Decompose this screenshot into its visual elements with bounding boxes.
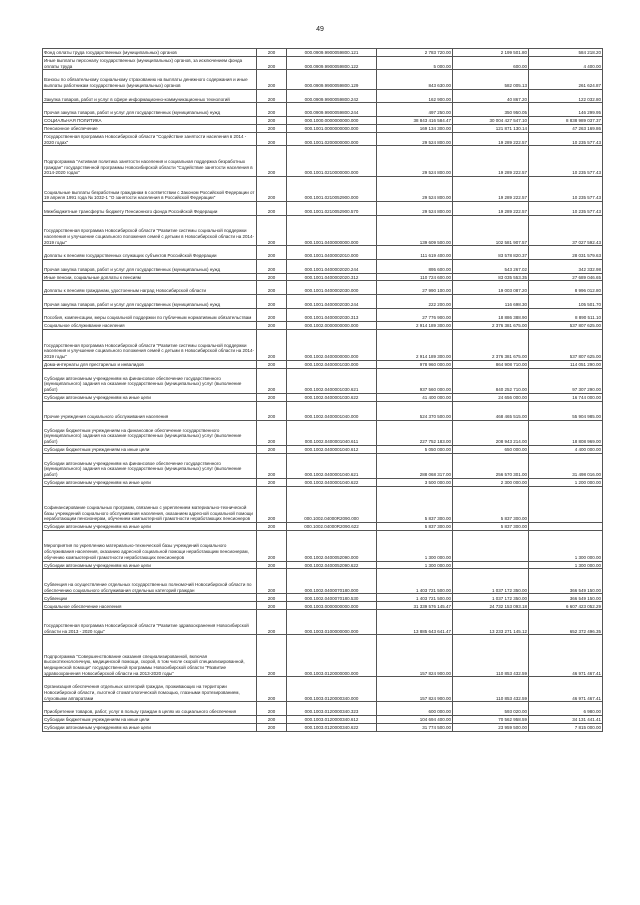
row-code-cell: 000.1001.0400002030.000 bbox=[287, 281, 377, 295]
row-name-cell: Субсидии бюджетным учреждениям на иные цели bbox=[43, 445, 257, 453]
table-row bbox=[43, 215, 603, 246]
row-executed-cell bbox=[453, 530, 529, 561]
row-approved-cell: 1 403 721 500.00 bbox=[377, 594, 453, 602]
row-remaining-cell: 46 971 467.41 bbox=[529, 677, 603, 702]
row-section-cell: 200 bbox=[257, 715, 287, 723]
row-remaining-cell: 1 300 000.00 bbox=[529, 561, 603, 569]
table-row bbox=[43, 116, 603, 124]
row-name-cell: Субсидии автономным учреждениям на иные цели bbox=[43, 523, 257, 531]
row-section-cell: 200 bbox=[257, 393, 287, 401]
row-section-cell: 200 bbox=[257, 635, 287, 677]
row-remaining-cell: 10 235 577.43 bbox=[529, 177, 603, 202]
row-executed-cell: 864 908 710.00 bbox=[453, 360, 529, 368]
row-section-cell: 200 bbox=[257, 322, 287, 330]
row-approved-cell: 895 600.00 bbox=[377, 259, 453, 273]
row-remaining-cell: 55 904 985.00 bbox=[529, 401, 603, 420]
row-name-cell: Доплаты к пенсиям государственных служащих субъектов Российской Федерации bbox=[43, 246, 257, 260]
row-name-cell: Субсидии автономным учреждениям на иные цели bbox=[43, 478, 257, 486]
row-code-cell: 000.0909.9900059800.244 bbox=[287, 103, 377, 117]
row-name-cell: Софинансирование социальных программ, связанных с укреплением материально-технической базы учреждений социального обслуживания населения, оказанием адресной социальной помощи неработающим пенсионерам, обучением компьютерной грамотности неработающих пенсионеров bbox=[43, 486, 257, 522]
row-executed-cell: 1 037 172 350.00 bbox=[453, 569, 529, 594]
row-name-cell: Социальные выплаты безработным гражданам в соответствии с Законом Российской Федерации от 19 апреля 1991 года № 1032-1 "О занятости населения в Российской Федерации" bbox=[43, 177, 257, 202]
row-code-cell: 000.1002.0000000000.000 bbox=[287, 322, 377, 330]
table-row bbox=[43, 530, 603, 561]
row-name-cell: Доплаты к пенсиям гражданам, удостоенным наград Новосибирской области bbox=[43, 281, 257, 295]
row-remaining-cell: 342 332.98 bbox=[529, 259, 603, 273]
row-code-cell: 000.1003.0120000340.323 bbox=[287, 702, 377, 716]
row-section-cell: 200 bbox=[257, 294, 287, 308]
row-section-cell: 200 bbox=[257, 70, 287, 89]
row-section-cell: 200 bbox=[257, 478, 287, 486]
table-row bbox=[43, 486, 603, 522]
row-approved-cell: 104 694 400.00 bbox=[377, 715, 453, 723]
row-approved-cell: 497 250.00 bbox=[377, 103, 453, 117]
row-name-cell: Субсидии автономным учреждениям на иные цели bbox=[43, 723, 257, 731]
row-name-cell: Социальное обеспечение населения bbox=[43, 602, 257, 610]
row-name-cell: Государственная программа Новосибирской области "Содействие занятости населения в 2014 - 2020 годах" bbox=[43, 132, 257, 146]
row-code-cell: 000.1003.0120000340.000 bbox=[287, 677, 377, 702]
table-row bbox=[43, 308, 603, 322]
row-approved-cell: 162 900.00 bbox=[377, 89, 453, 103]
row-name-cell: Субсидии автономным учреждениям на финансовое обеспечение государственного (муниципального) задания на оказание государственных (муниципальных) услуг (выполнение работ) bbox=[43, 368, 257, 393]
row-approved-cell: 27 990 100.00 bbox=[377, 281, 453, 295]
row-executed-cell: 24 732 153 093.18 bbox=[453, 602, 529, 610]
row-remaining-cell: 652 372 496.35 bbox=[529, 610, 603, 635]
table-row bbox=[43, 478, 603, 486]
row-name-cell: Субсидии бюджетным учреждениям на иные цели bbox=[43, 715, 257, 723]
row-code-cell: 000.1003.0000000000.000 bbox=[287, 602, 377, 610]
row-code-cell: 000.1003.0120000340.622 bbox=[287, 723, 377, 731]
row-section-cell: 200 bbox=[257, 273, 287, 281]
table-row bbox=[43, 393, 603, 401]
row-approved-cell: 157 824 900.00 bbox=[377, 677, 453, 702]
table-row bbox=[43, 103, 603, 117]
row-name-cell: Прочие учреждения социального обслуживания населения bbox=[43, 401, 257, 420]
row-approved-cell: 1 300 000.00 bbox=[377, 530, 453, 561]
row-approved-cell: 157 824 900.00 bbox=[377, 635, 453, 677]
row-remaining-cell: 4 400 000.00 bbox=[529, 445, 603, 453]
table-row bbox=[43, 445, 603, 453]
row-section-cell: 200 bbox=[257, 420, 287, 445]
row-remaining-cell: 31 498 016.00 bbox=[529, 453, 603, 478]
row-name-cell: Субсидии автономным учреждениям на иные цели bbox=[43, 561, 257, 569]
row-name-cell: Приобретение товаров, работ, услуг в пользу граждан в целях их социального обеспечения bbox=[43, 702, 257, 716]
row-code-cell: 000.1001.0400002030.313 bbox=[287, 308, 377, 322]
table-row bbox=[43, 561, 603, 569]
row-section-cell: 200 bbox=[257, 594, 287, 602]
table-row bbox=[43, 146, 603, 177]
table-row bbox=[43, 420, 603, 445]
row-code-cell: 000.1001.0400002030.244 bbox=[287, 294, 377, 308]
row-executed-cell: 19 289 222.57 bbox=[453, 146, 529, 177]
row-remaining-cell: 122 032.80 bbox=[529, 89, 603, 103]
row-approved-cell: 41 400 000.00 bbox=[377, 393, 453, 401]
table-row bbox=[43, 723, 603, 731]
row-section-cell: 200 bbox=[257, 308, 287, 322]
row-remaining-cell: 47 263 169.86 bbox=[529, 124, 603, 132]
row-code-cell: 000.1003.0100000000.000 bbox=[287, 610, 377, 635]
row-remaining-cell: 1 300 000.00 bbox=[529, 530, 603, 561]
row-approved-cell: 1 300 000.00 bbox=[377, 561, 453, 569]
row-approved-cell: 139 609 500.00 bbox=[377, 215, 453, 246]
row-section-cell: 200 bbox=[257, 49, 287, 57]
row-name-cell: СОЦИАЛЬНАЯ ПОЛИТИКА bbox=[43, 116, 257, 124]
row-name-cell: Государственная программа Новосибирской области "Развитие системы социальной поддержки населения и улучшение социального положения семей с детьми в Новосибирской области на 2014-2019 годы" bbox=[43, 215, 257, 246]
row-remaining-cell: 1 200 000.00 bbox=[529, 478, 603, 486]
table-row bbox=[43, 677, 603, 702]
row-executed-cell: 5 837 300.00 bbox=[453, 523, 529, 531]
row-remaining-cell: 10 235 577.43 bbox=[529, 132, 603, 146]
row-approved-cell: 2 783 720.00 bbox=[377, 49, 453, 57]
row-executed-cell: 2 376 381 675.00 bbox=[453, 322, 529, 330]
row-approved-cell: 222 200.00 bbox=[377, 294, 453, 308]
row-section-cell: 200 bbox=[257, 103, 287, 117]
row-code-cell: 000.0909.9900059800.129 bbox=[287, 70, 377, 89]
row-code-cell: 000.1003.0120000000.000 bbox=[287, 635, 377, 677]
row-name-cell: Межбюджетные трансферты бюджету Пенсионного фонда Российской Федерации bbox=[43, 202, 257, 216]
row-name-cell: Мероприятия по укреплению материально-технической базы учреждений социального обслуживания населения, оказанию адресной социальной помощи неработающим пенсионерам, обучению компьютерной грамотности неработающих пенсионеров bbox=[43, 530, 257, 561]
row-code-cell: 000.1002.0400070180.530 bbox=[287, 594, 377, 602]
row-approved-cell: 2 914 189 300.00 bbox=[377, 322, 453, 330]
row-remaining-cell: 97 307 290.00 bbox=[529, 368, 603, 393]
row-remaining-cell: 146 299.95 bbox=[529, 103, 603, 117]
row-section-cell: 200 bbox=[257, 281, 287, 295]
row-approved-cell: 29 524 800.00 bbox=[377, 132, 453, 146]
row-remaining-cell: 27 689 046.65 bbox=[529, 273, 603, 281]
row-remaining-cell: 584 218.20 bbox=[529, 49, 603, 57]
row-section-cell: 200 bbox=[257, 116, 287, 124]
row-approved-cell: 288 068 317.00 bbox=[377, 453, 453, 478]
row-code-cell: 000.1002.04000R2090.000 bbox=[287, 486, 377, 522]
row-name-cell: Иные выплаты персоналу государственных (муниципальных) органов, за исключением фонда оплаты труда bbox=[43, 56, 257, 70]
table-row bbox=[43, 702, 603, 716]
row-executed-cell: 121 871 130.14 bbox=[453, 124, 529, 132]
row-name-cell: Пенсионное обеспечение bbox=[43, 124, 257, 132]
table-row bbox=[43, 360, 603, 368]
row-name-cell: Подпрограмма "Совершенствование оказания специализированной, включая высокотехнологичную, медицинской помощи, скорой, в том числе скорой специализированной, медицинской помощи" государственной программы Новосибирской области "Развитие здравоохранения Новосибирской области на 2013-2020 годы" bbox=[43, 635, 257, 677]
row-section-cell: 200 bbox=[257, 259, 287, 273]
row-section-cell: 200 bbox=[257, 330, 287, 361]
row-executed-cell: 256 570 301.00 bbox=[453, 453, 529, 478]
row-section-cell: 200 bbox=[257, 246, 287, 260]
row-approved-cell: 29 524 800.00 bbox=[377, 202, 453, 216]
row-approved-cell: 31 774 500.00 bbox=[377, 723, 453, 731]
row-name-cell: Прочая закупка товаров, работ и услуг для государственных (муниципальных) нужд bbox=[43, 259, 257, 273]
row-name-cell: Взносы по обязательному социальному страхованию на выплаты денежного содержания и иные выплаты работникам государственных (муниципальных) органов bbox=[43, 70, 257, 89]
row-section-cell: 200 bbox=[257, 132, 287, 146]
table-row bbox=[43, 273, 603, 281]
row-section-cell: 200 bbox=[257, 202, 287, 216]
row-section-cell: 200 bbox=[257, 360, 287, 368]
row-approved-cell: 29 524 800.00 bbox=[377, 177, 453, 202]
table-row bbox=[43, 368, 603, 393]
row-remaining-cell: 537 807 625.00 bbox=[529, 330, 603, 361]
row-executed-cell: 70 562 958.59 bbox=[453, 715, 529, 723]
row-code-cell: 000.1001.0200000000.000 bbox=[287, 132, 377, 146]
table-row bbox=[43, 330, 603, 361]
table-row bbox=[43, 594, 603, 602]
row-remaining-cell: 46 971 467.41 bbox=[529, 635, 603, 677]
table-row bbox=[43, 202, 603, 216]
row-executed-cell: 2 199 501.80 bbox=[453, 49, 529, 57]
row-section-cell: 200 bbox=[257, 146, 287, 177]
row-code-cell: 000.1002.0400001030.000 bbox=[287, 360, 377, 368]
row-approved-cell: 27 776 900.00 bbox=[377, 308, 453, 322]
row-section-cell: 200 bbox=[257, 177, 287, 202]
row-approved-cell: 5 050 000.00 bbox=[377, 445, 453, 453]
row-code-cell: 000.1002.04000R2090.622 bbox=[287, 523, 377, 531]
row-code-cell: 000.1002.0400052090.622 bbox=[287, 561, 377, 569]
row-remaining-cell bbox=[529, 486, 603, 522]
row-approved-cell: 978 960 000.00 bbox=[377, 360, 453, 368]
row-approved-cell: 227 752 183.00 bbox=[377, 420, 453, 445]
table-row bbox=[43, 281, 603, 295]
row-executed-cell: 19 289 222.57 bbox=[453, 177, 529, 202]
row-remaining-cell bbox=[529, 523, 603, 531]
row-remaining-cell: 34 131 441.41 bbox=[529, 715, 603, 723]
table-row bbox=[43, 49, 603, 57]
row-remaining-cell: 8 838 989 037.37 bbox=[529, 116, 603, 124]
row-executed-cell: 102 581 907.57 bbox=[453, 215, 529, 246]
table-row bbox=[43, 635, 603, 677]
row-approved-cell: 937 560 000.00 bbox=[377, 368, 453, 393]
row-code-cell: 000.1002.0400070180.000 bbox=[287, 569, 377, 594]
row-approved-cell: 600 000.00 bbox=[377, 702, 453, 716]
row-name-cell: Пособия, компенсации, меры социальной поддержки по публичным нормативным обязательствам bbox=[43, 308, 257, 322]
table-row bbox=[43, 523, 603, 531]
row-approved-cell: 5 837 300.00 bbox=[377, 523, 453, 531]
row-section-cell: 200 bbox=[257, 610, 287, 635]
row-code-cell: 000.1002.0400001040.611 bbox=[287, 420, 377, 445]
row-code-cell: 000.1001.0210000000.000 bbox=[287, 146, 377, 177]
row-remaining-cell: 37 027 592.43 bbox=[529, 215, 603, 246]
row-remaining-cell: 6 980.00 bbox=[529, 702, 603, 716]
table-row bbox=[43, 132, 603, 146]
row-code-cell: 000.1001.0210052900.000 bbox=[287, 177, 377, 202]
row-code-cell: 000.1002.0400001030.621 bbox=[287, 368, 377, 393]
row-approved-cell: 3 500 000.00 bbox=[377, 478, 453, 486]
row-code-cell: 000.0909.9900059800.242 bbox=[287, 89, 377, 103]
row-approved-cell: 5 000.00 bbox=[377, 56, 453, 70]
row-name-cell: Прочая закупка товаров, работ и услуг для государственных (муниципальных) нужд bbox=[43, 294, 257, 308]
budget-table-body bbox=[43, 49, 603, 732]
row-executed-cell: 2 376 381 675.00 bbox=[453, 330, 529, 361]
row-executed-cell: 19 289 222.57 bbox=[453, 132, 529, 146]
row-name-cell: Социальное обслуживание населения bbox=[43, 322, 257, 330]
table-row bbox=[43, 610, 603, 635]
row-name-cell: Субсидии автономным учреждениям на иные цели bbox=[43, 393, 257, 401]
row-approved-cell: 31 339 576 145.47 bbox=[377, 602, 453, 610]
row-executed-cell: 13 233 271 145.12 bbox=[453, 610, 529, 635]
table-row bbox=[43, 569, 603, 594]
row-executed-cell: 468 465 515.00 bbox=[453, 401, 529, 420]
row-section-cell: 200 bbox=[257, 124, 287, 132]
row-executed-cell: 593 020.00 bbox=[453, 702, 529, 716]
row-section-cell: 200 bbox=[257, 677, 287, 702]
row-code-cell: 000.1002.0400001040.612 bbox=[287, 445, 377, 453]
row-remaining-cell: 8 890 511.10 bbox=[529, 308, 603, 322]
budget-execution-table bbox=[42, 48, 603, 732]
row-executed-cell: 83 578 820.37 bbox=[453, 246, 529, 260]
row-remaining-cell: 16 744 000.00 bbox=[529, 393, 603, 401]
row-name-cell: Дома-интернаты для престарелых и инвалидов bbox=[43, 360, 257, 368]
row-section-cell: 200 bbox=[257, 445, 287, 453]
row-section-cell: 200 bbox=[257, 486, 287, 522]
row-approved-cell: 524 370 500.00 bbox=[377, 401, 453, 420]
table-row bbox=[43, 259, 603, 273]
table-row bbox=[43, 401, 603, 420]
row-approved-cell: 29 524 800.00 bbox=[377, 146, 453, 177]
row-executed-cell: 110 853 432.59 bbox=[453, 635, 529, 677]
row-name-cell: Субвенции bbox=[43, 594, 257, 602]
row-executed-cell: 582 005.13 bbox=[453, 70, 529, 89]
table-row bbox=[43, 322, 603, 330]
row-executed-cell: 18 886 388.90 bbox=[453, 308, 529, 322]
row-name-cell: Фонд оплаты труда государственных (муниципальных) органов bbox=[43, 49, 257, 57]
row-section-cell: 200 bbox=[257, 523, 287, 531]
row-remaining-cell: 7 815 000.00 bbox=[529, 723, 603, 731]
row-approved-cell: 1 403 721 500.00 bbox=[377, 569, 453, 594]
row-code-cell: 000.1002.0400000000.000 bbox=[287, 330, 377, 361]
row-code-cell: 000.1001.0400002020.244 bbox=[287, 259, 377, 273]
row-executed-cell: 30 004 427 547.10 bbox=[453, 116, 529, 124]
table-row bbox=[43, 56, 603, 70]
row-name-cell: Иные пенсии, социальные доплаты к пенсиям bbox=[43, 273, 257, 281]
row-executed-cell: 600.00 bbox=[453, 56, 529, 70]
row-section-cell: 200 bbox=[257, 453, 287, 478]
row-name-cell: Организация обеспечения отдельных категорий граждан, проживающих на территории Новосибирской области, льготной стоматологической помощью, глазными протезированием, слуховыми аппаратами bbox=[43, 677, 257, 702]
row-code-cell: 000.1002.0400052090.000 bbox=[287, 530, 377, 561]
row-name-cell: Государственная программа Новосибирской области "Развитие системы социальной поддержки населения и улучшение социального положения семей с детьми в Новосибирской области на 2014-2019 годы" bbox=[43, 330, 257, 361]
row-remaining-cell: 4 400.00 bbox=[529, 56, 603, 70]
row-section-cell: 200 bbox=[257, 602, 287, 610]
row-name-cell: Подпрограмма "Активная политика занятости населения и социальная поддержка безработных граждан" государственной программы Новосибирской области "Содействие занятости населения в 2014-2020 годах" bbox=[43, 146, 257, 177]
row-executed-cell: 208 943 214.00 bbox=[453, 420, 529, 445]
row-section-cell: 200 bbox=[257, 561, 287, 569]
row-code-cell: 000.1002.0400001040.622 bbox=[287, 478, 377, 486]
row-executed-cell: 116 698.30 bbox=[453, 294, 529, 308]
table-row bbox=[43, 602, 603, 610]
row-remaining-cell: 8 996 012.80 bbox=[529, 281, 603, 295]
row-name-cell: Государственная программа Новосибирской области "Развитие здравоохранения Новосибирской области на 2013 - 2020 годы" bbox=[43, 610, 257, 635]
row-code-cell: 000.0909.9900059800.122 bbox=[287, 56, 377, 70]
row-executed-cell: 83 035 553.35 bbox=[453, 273, 529, 281]
row-name-cell: Субсидии автономным учреждениям на финансовое обеспечение государственного (муниципального) задания на оказание государственных (муниципальных) услуг (выполнение работ) bbox=[43, 453, 257, 478]
row-remaining-cell: 18 808 969.00 bbox=[529, 420, 603, 445]
row-remaining-cell: 105 501.70 bbox=[529, 294, 603, 308]
row-code-cell: 000.1001.0400002010.000 bbox=[287, 246, 377, 260]
row-name-cell: Субсидии бюджетным учреждениям на финансовое обеспечение государственного (муниципального) задания на оказание государственных (муниципальных) услуг (выполнение работ) bbox=[43, 420, 257, 445]
row-code-cell: 000.1002.0400001030.622 bbox=[287, 393, 377, 401]
row-approved-cell: 110 724 600.00 bbox=[377, 273, 453, 281]
table-row bbox=[43, 70, 603, 89]
row-executed-cell: 2 300 000.00 bbox=[453, 478, 529, 486]
table-row bbox=[43, 177, 603, 202]
table-row bbox=[43, 294, 603, 308]
row-code-cell: 000.1001.0400002020.312 bbox=[287, 273, 377, 281]
row-executed-cell: 840 252 710.00 bbox=[453, 368, 529, 393]
table-row bbox=[43, 124, 603, 132]
row-section-cell: 200 bbox=[257, 702, 287, 716]
row-remaining-cell: 537 807 625.00 bbox=[529, 322, 603, 330]
row-code-cell: 000.1001.0000000000.000 bbox=[287, 124, 377, 132]
row-section-cell: 200 bbox=[257, 530, 287, 561]
row-executed-cell: 110 853 432.59 bbox=[453, 677, 529, 702]
row-executed-cell: 350 950.05 bbox=[453, 103, 529, 117]
row-code-cell: 000.1001.0400000000.000 bbox=[287, 215, 377, 246]
row-section-cell: 200 bbox=[257, 89, 287, 103]
table-row bbox=[43, 715, 603, 723]
row-approved-cell: 169 134 300.00 bbox=[377, 124, 453, 132]
row-name-cell: Прочая закупка товаров, работ и услуг для государственных (муниципальных) нужд bbox=[43, 103, 257, 117]
table-row bbox=[43, 453, 603, 478]
row-remaining-cell: 366 549 150.00 bbox=[529, 594, 603, 602]
row-executed-cell: 23 959 500.00 bbox=[453, 723, 529, 731]
row-section-cell: 200 bbox=[257, 215, 287, 246]
row-executed-cell: 650 000.00 bbox=[453, 445, 529, 453]
row-remaining-cell: 10 235 577.43 bbox=[529, 202, 603, 216]
row-section-cell: 200 bbox=[257, 56, 287, 70]
row-approved-cell: 13 885 643 641.47 bbox=[377, 610, 453, 635]
row-code-cell: 000.1002.0400001040.000 bbox=[287, 401, 377, 420]
row-executed-cell: 1 037 172 350.00 bbox=[453, 594, 529, 602]
row-code-cell: 000.0909.9900059800.121 bbox=[287, 49, 377, 57]
row-section-cell: 200 bbox=[257, 368, 287, 393]
row-approved-cell: 5 837 300.00 bbox=[377, 486, 453, 522]
row-executed-cell: 543 267.02 bbox=[453, 259, 529, 273]
page-number: 49 bbox=[316, 26, 324, 33]
row-remaining-cell: 28 031 579.63 bbox=[529, 246, 603, 260]
row-remaining-cell: 114 051 290.00 bbox=[529, 360, 603, 368]
row-section-cell: 200 bbox=[257, 723, 287, 731]
row-approved-cell: 843 630.00 bbox=[377, 70, 453, 89]
row-remaining-cell: 10 235 577.43 bbox=[529, 146, 603, 177]
row-section-cell: 200 bbox=[257, 569, 287, 594]
row-section-cell: 200 bbox=[257, 401, 287, 420]
row-code-cell: 000.1000.0000000000.000 bbox=[287, 116, 377, 124]
row-executed-cell: 5 837 300.00 bbox=[453, 486, 529, 522]
row-remaining-cell: 6 607 423 052.29 bbox=[529, 602, 603, 610]
row-name-cell: Закупка товаров, работ и услуг в сфере информационно-коммуникационных технологий bbox=[43, 89, 257, 103]
row-code-cell: 000.1002.0400001040.621 bbox=[287, 453, 377, 478]
row-executed-cell bbox=[453, 561, 529, 569]
row-name-cell: Субвенция на осуществление отдельных государственных полномочий Новосибирской области по обеспечению социального обслуживания отдельных категорий граждан bbox=[43, 569, 257, 594]
row-executed-cell: 40 867.20 bbox=[453, 89, 529, 103]
table-row bbox=[43, 246, 603, 260]
row-code-cell: 000.1003.0120000340.612 bbox=[287, 715, 377, 723]
row-approved-cell: 2 914 189 300.00 bbox=[377, 330, 453, 361]
row-executed-cell: 19 003 087.20 bbox=[453, 281, 529, 295]
row-remaining-cell: 366 549 150.00 bbox=[529, 569, 603, 594]
row-approved-cell: 111 619 400.00 bbox=[377, 246, 453, 260]
row-executed-cell: 24 656 000.00 bbox=[453, 393, 529, 401]
row-code-cell: 000.1001.0210052900.570 bbox=[287, 202, 377, 216]
row-remaining-cell: 261 624.87 bbox=[529, 70, 603, 89]
row-executed-cell: 19 289 222.57 bbox=[453, 202, 529, 216]
row-approved-cell: 38 843 416 584.47 bbox=[377, 116, 453, 124]
table-row bbox=[43, 89, 603, 103]
